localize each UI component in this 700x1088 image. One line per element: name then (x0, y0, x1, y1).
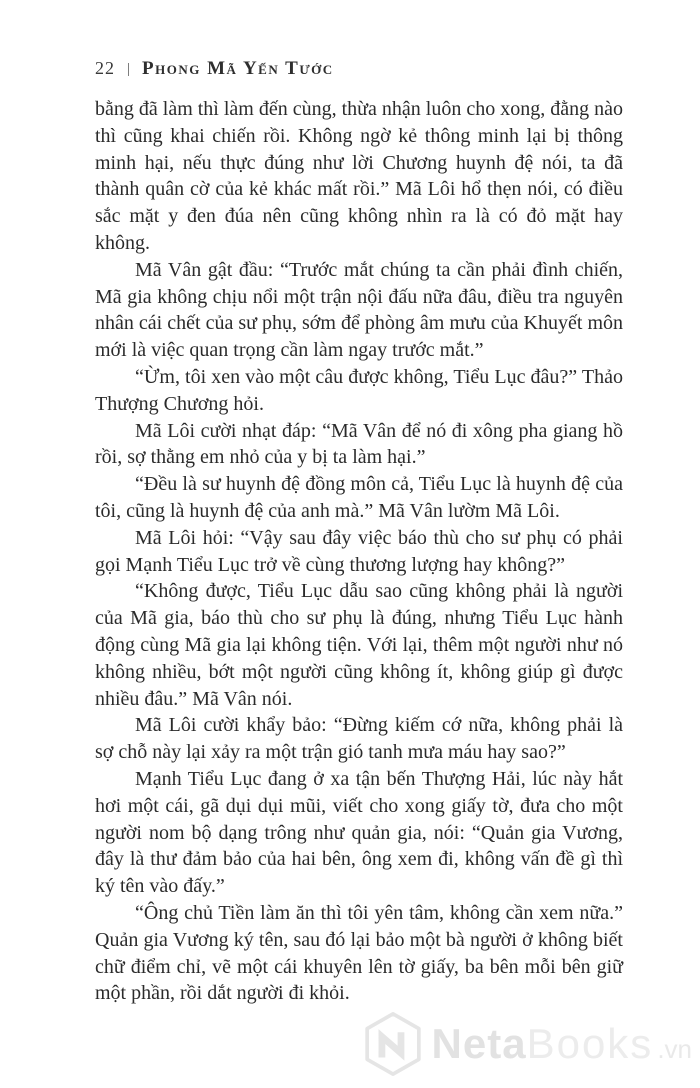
watermark-text (431, 1020, 692, 1067)
hexagon-n-icon (362, 1012, 424, 1076)
header-divider: | (127, 61, 131, 77)
watermark-name-primary: Neta (431, 1020, 527, 1067)
body-paragraph: “Ông chủ Tiền làm ăn thì tôi yên tâm, không cần xem nữa.” Quản gia Vương ký tên, sau đó lại bảo một bà người ở không biết chữ điểm chỉ, vẽ một cái khuyên lên tờ giấy, ba bên mỗi bên giữ một phần, rồi dắt người đi khỏi. (95, 901, 623, 1005)
netabooks-watermark (362, 1012, 692, 1076)
body-paragraph: Mạnh Tiểu Lục đang ở xa tận bến Thượng Hải, lúc này hắt hơi một cái, gã dụi dụi mũi, viết cho xong giấy tờ, đưa cho một người nom bộ dạng trông như quản gia, nói: “Quản gia Vương, đây là thư đảm bảo của hai bên, ông xem đi, không vấn đề gì thì ký tên vào đấy.” (95, 767, 623, 898)
watermark-domain: .vn (657, 1034, 692, 1064)
page-body (95, 96, 623, 1007)
running-header (95, 58, 334, 80)
book-title: Phong Mã Yến Tước (142, 58, 334, 79)
body-paragraph: Mã Lôi hỏi: “Vậy sau đây việc báo thù cho sư phụ có phải gọi Mạnh Tiểu Lục trở về cùng thương lượng hay không?” (95, 526, 623, 576)
body-paragraph: Mã Lôi cười khẩy bảo: “Đừng kiếm cớ nữa, không phải là sợ chỗ này lại xảy ra một trận gió tanh mưa máu hay sao?” (95, 714, 623, 764)
body-paragraph: bằng đã làm thì làm đến cùng, thừa nhận luôn cho xong, đằng nào thì cũng khai chiến rồi. Không ngờ kẻ thông minh lại bị thông minh hại, nếu thực đúng như lời Chương huynh đệ nói, ta đã thành quân cờ của kẻ khác mất rồi.” Mã Lôi hổ thẹn nói, có điều sắc mặt y đen đúa nên cũng không nhìn ra là có đỏ mặt hay không. (95, 98, 623, 254)
body-paragraph: “Đều là sư huynh đệ đồng môn cả, Tiểu Lục là huynh đệ của tôi, cũng là huynh đệ của anh mà.” Mã Vân lườm Mã Lôi. (95, 473, 623, 522)
page-number: 22 (95, 58, 115, 78)
body-paragraph: “Ừm, tôi xen vào một câu được không, Tiểu Lục đâu?” Thảo Thượng Chương hỏi. (95, 365, 623, 415)
body-paragraph: Mã Lôi cười nhạt đáp: “Mã Vân để nó đi xông pha giang hồ rồi, sợ thằng em nhỏ của y bị ta làm hại.” (95, 419, 623, 469)
watermark-name-secondary: Books (526, 1020, 654, 1067)
body-paragraph: “Không được, Tiểu Lục dẫu sao cũng không phải là người của Mã gia, báo thù cho sư phụ là đúng, nhưng Tiểu Lục hành động cùng Mã gia lại không tiện. Với lại, thêm một người như nó không nhiều, bớt một người cũng không ít, không giúp gì được nhiều đâu.” Mã Vân nói. (95, 580, 623, 710)
body-paragraph: Mã Vân gật đầu: “Trước mắt chúng ta cần phải đình chiến, Mã gia không chịu nổi một trận nội đấu nữa đâu, điều tra nguyên nhân cái chết của sư phụ, sớm để phòng âm mưu của Khuyết môn mới là việc quan trọng cần làm ngay trước mắt.” (95, 258, 623, 362)
